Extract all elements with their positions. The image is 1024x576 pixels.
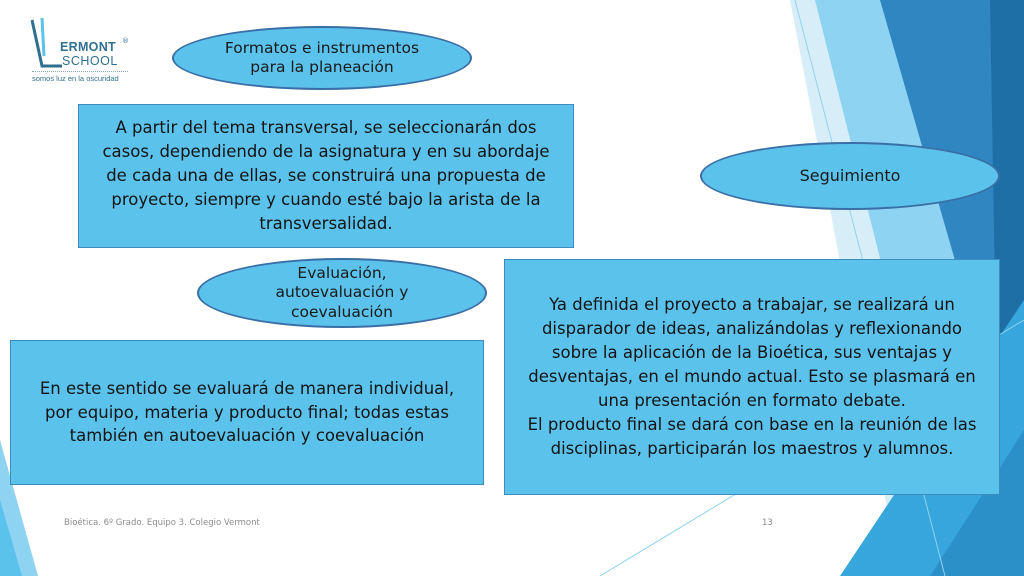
logo-divider bbox=[32, 71, 128, 72]
formatos-body-text: A partir del tema transversal, se seleccionarán dos casos, dependiendo de la asignatura y en su abordaje de cada una de ellas, se construirá una propuesta de proyecto, siempre y cuando esté bajo la arista de la transversalidad. bbox=[102, 118, 550, 233]
evaluacion-oval[interactable] bbox=[197, 258, 487, 328]
formatos-body-box[interactable] bbox=[78, 104, 574, 248]
evaluacion-body-box[interactable] bbox=[10, 340, 484, 485]
logo-brand-top: ERMONT bbox=[60, 40, 116, 54]
formatos-title: Formatos e instrumentos para la planeación bbox=[224, 38, 420, 76]
logo-brand-bottom: SCHOOL bbox=[62, 54, 118, 68]
page-number: 13 bbox=[762, 518, 773, 528]
evaluacion-body-text: En este sentido se evaluará de manera individual, por equipo, materia y producto final; todas estas también en autoevaluación y coevaluación bbox=[39, 378, 455, 446]
seguimiento-body-box[interactable] bbox=[504, 259, 1000, 495]
logo-registered-mark: ® bbox=[122, 37, 129, 45]
vermont-school-logo bbox=[26, 16, 146, 88]
footer-text: Bioética. 6º Grado. Equipo 3. Colegio Vermont bbox=[64, 518, 260, 528]
seguimiento-oval[interactable] bbox=[700, 142, 1000, 210]
seguimiento-title: Seguimiento bbox=[799, 166, 901, 185]
seguimiento-body-text-1: Ya definida el proyecto a trabajar, se realizará un disparador de ideas, analizándolas y reflexionando sobre la aplicación de la Bioética, sus ventajas y desventajas, en el mundo actual. Esto se plasmará en una presentación en formato debate. bbox=[528, 295, 976, 410]
seguimiento-body-text-2: El producto final se dará con base en la reunión de las disciplinas, participarán los maestros y alumnos. bbox=[527, 414, 977, 458]
evaluacion-title: Evaluación, autoevaluación y coevaluación bbox=[275, 263, 409, 321]
formatos-oval[interactable] bbox=[172, 26, 472, 90]
logo-tagline: somos luz en la oscuridad bbox=[32, 74, 119, 83]
